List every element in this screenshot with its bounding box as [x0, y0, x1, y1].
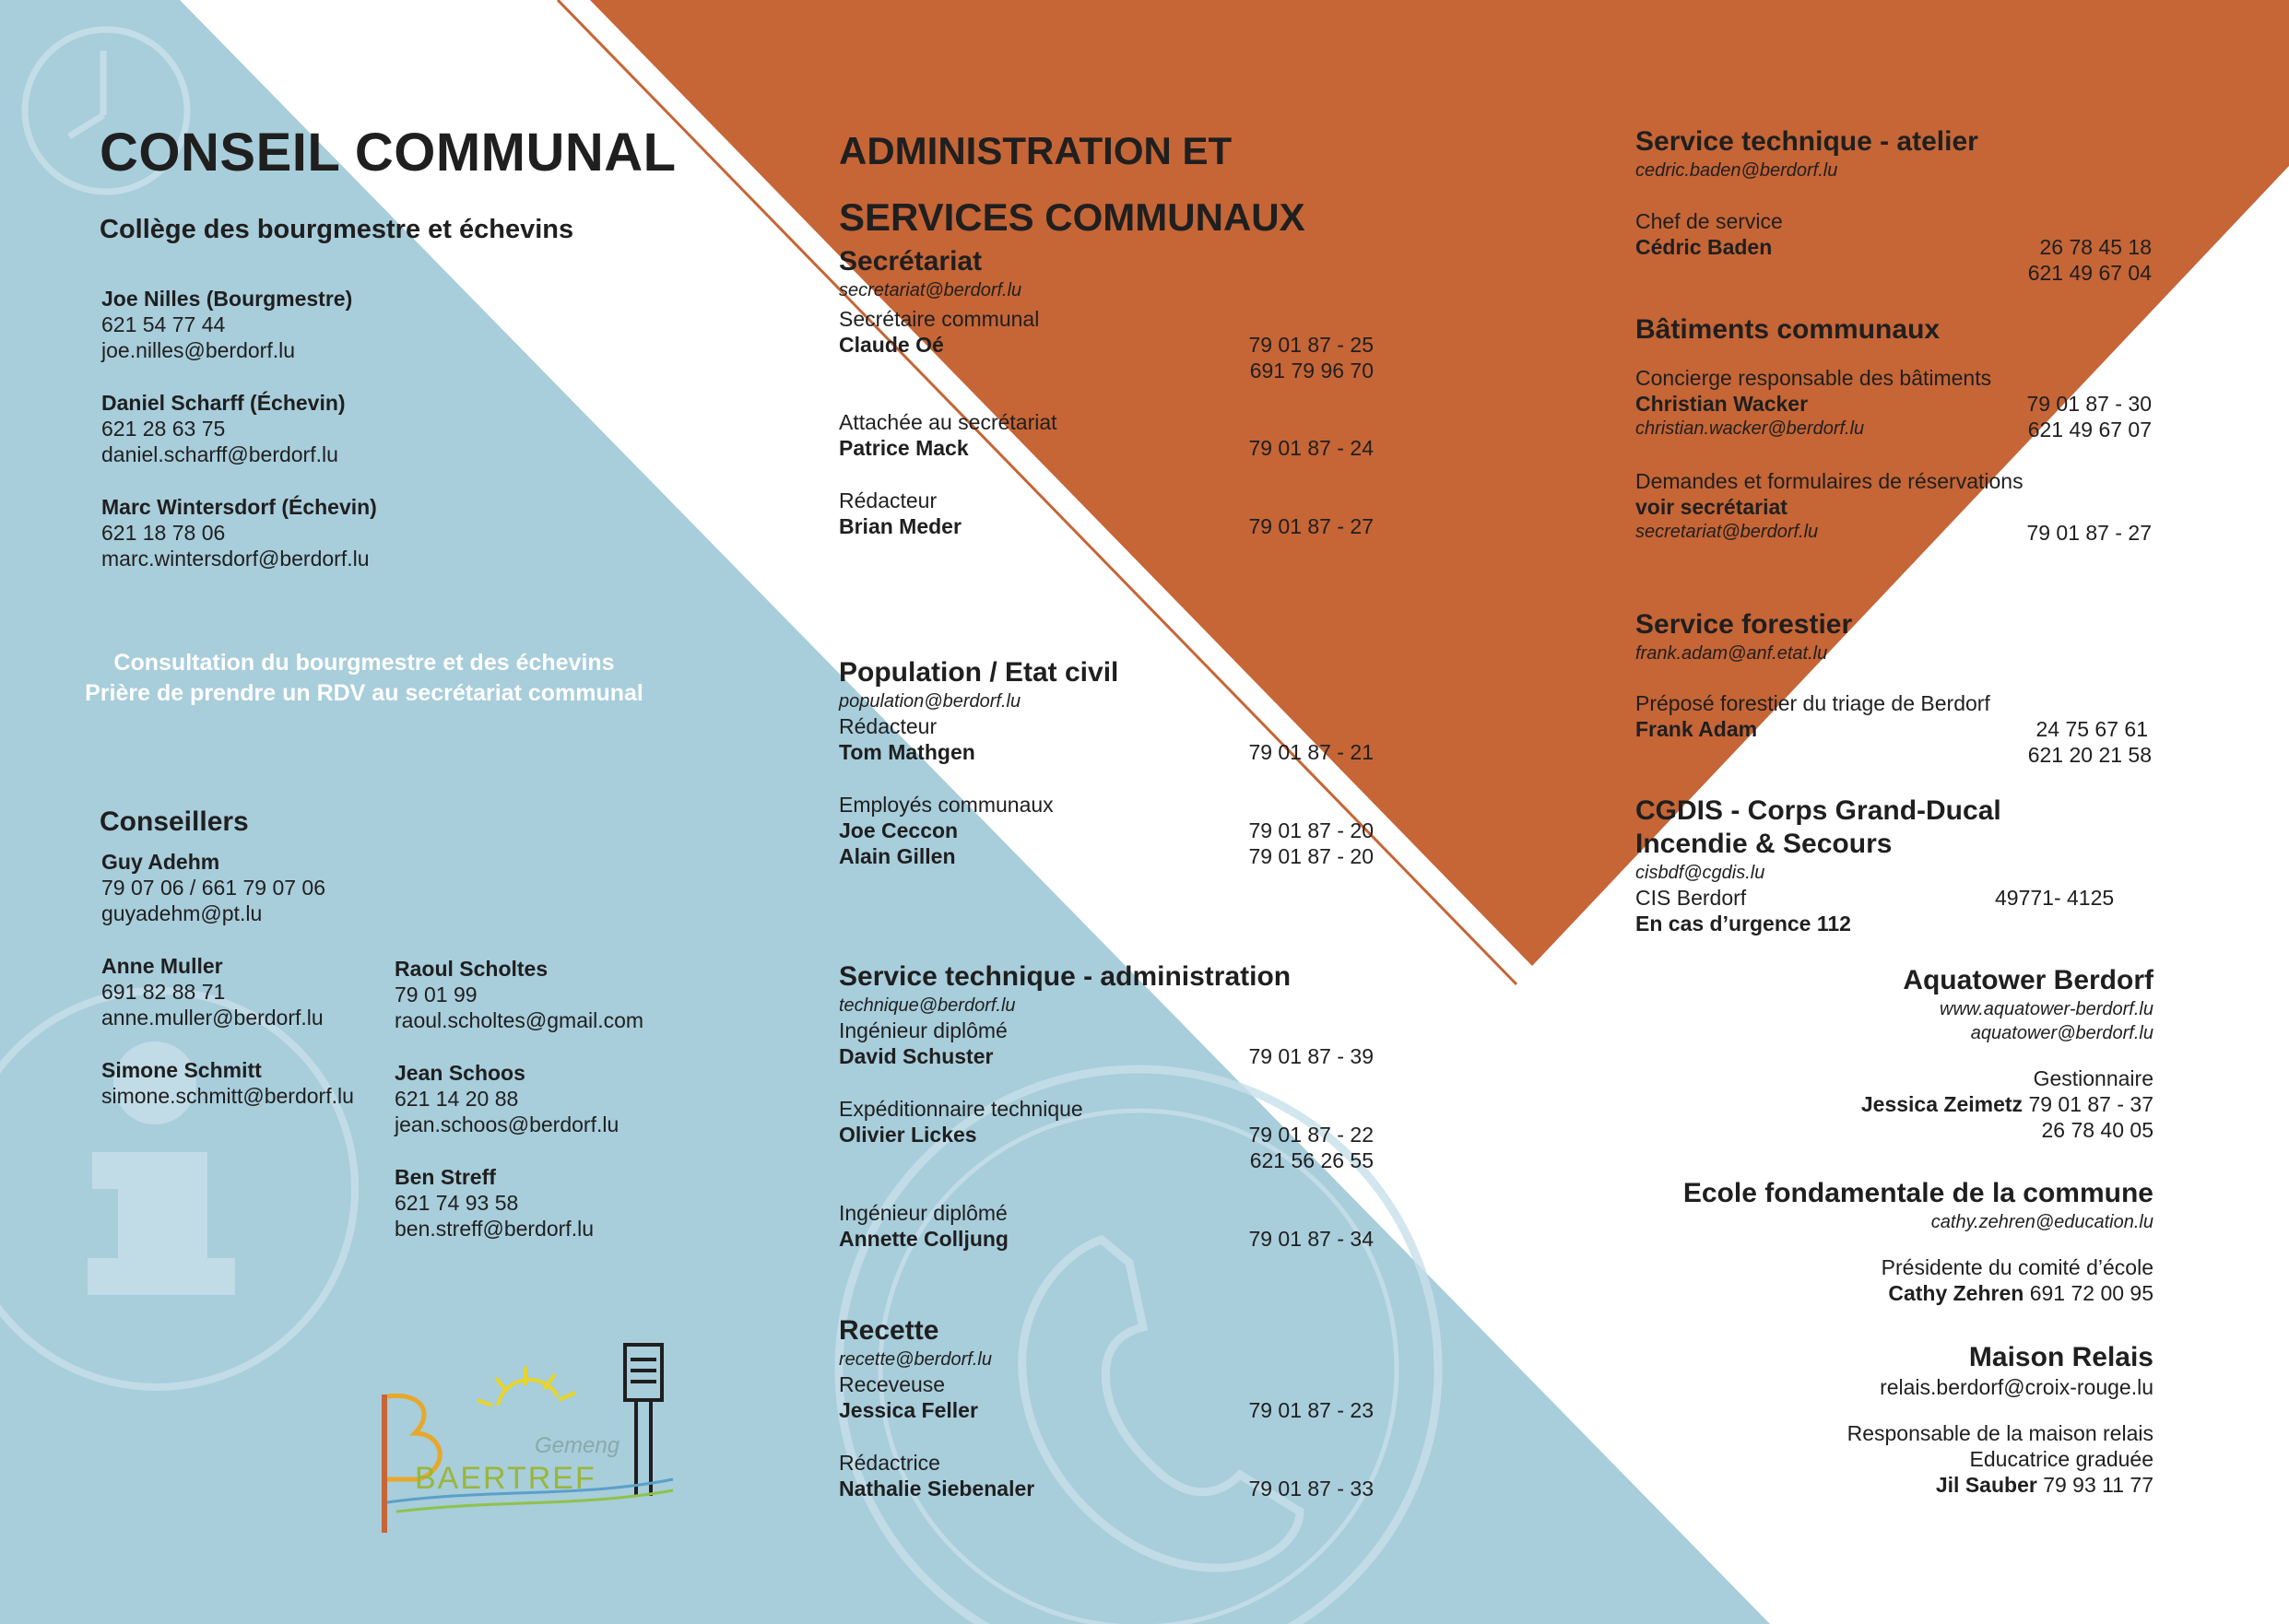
- person-name: Patrice Mack: [839, 436, 969, 460]
- section-title: Ecole fondamentale de la commune: [1682, 1178, 2153, 1208]
- person-name: Claude Oé: [839, 333, 944, 357]
- member-email[interactable]: joe.nilles@berdorf.lu: [101, 338, 296, 362]
- person-name: Cathy Zehren: [1888, 1281, 2024, 1305]
- person-name: Jessica Feller: [839, 1398, 978, 1422]
- phone-number: 621 49 67 07: [2027, 418, 2152, 441]
- phone-number: 79 01 87 - 27: [1248, 514, 1374, 538]
- section-batiments: [1635, 313, 2152, 546]
- role: Educatrice graduée: [1969, 1447, 2153, 1471]
- section-email[interactable]: technique@berdorf.lu: [839, 995, 1016, 1016]
- role: Rédacteur: [839, 488, 938, 512]
- section-secretariat: [839, 245, 1374, 539]
- section-title: Maison Relais: [1968, 1342, 2153, 1372]
- conseiller-email[interactable]: raoul.scholtes@gmail.com: [395, 1008, 644, 1032]
- section-email[interactable]: frank.adam@anf.etat.lu: [1635, 643, 1828, 664]
- consultation-line-1: Consultation du bourgmestre et des échevins: [113, 650, 615, 676]
- conseiller-email[interactable]: simone.schmitt@berdorf.lu: [101, 1084, 354, 1108]
- consultation-line-2: Prière de prendre un RDV au secrétariat communal: [85, 680, 643, 706]
- role: Présidente du comité d’école: [1881, 1255, 2153, 1279]
- section-email[interactable]: cedric.baden@berdorf.lu: [1635, 160, 1838, 181]
- member-block: [101, 494, 377, 571]
- person-name: Tom Mathgen: [839, 740, 975, 764]
- section-atelier: [1635, 125, 2152, 286]
- admin-title-line-1: ADMINISTRATION ET: [839, 129, 1233, 172]
- conseiller-block: [395, 956, 643, 1033]
- conseiller-block: [395, 1164, 594, 1242]
- phone-number: 26 78 40 05: [2041, 1118, 2153, 1142]
- admin-title-line-2: SERVICES COMMUNAUX: [839, 195, 1305, 239]
- role: Ingénieur diplômé: [839, 1201, 1008, 1225]
- section-title: Service technique - atelier: [1635, 126, 1978, 157]
- role: Receveuse: [839, 1372, 946, 1396]
- section-email[interactable]: recette@berdorf.lu: [839, 1349, 992, 1370]
- consultation-note: [14, 648, 714, 709]
- phone-number: 79 01 87 - 24: [1248, 436, 1374, 460]
- phone-number: 79 01 87 - 33: [1248, 1477, 1374, 1500]
- sun-icon: [478, 1367, 575, 1406]
- person-name: Annette Colljung: [839, 1227, 1009, 1251]
- phone-number: 79 01 87 - 27: [2026, 521, 2152, 545]
- section-relais: [1635, 1341, 2153, 1498]
- person-name: Nathalie Siebenaler: [839, 1477, 1035, 1500]
- section-title: Bâtiments communaux: [1635, 314, 1941, 345]
- section-cgdis: [1635, 794, 2152, 936]
- person-name: Frank Adam: [1635, 717, 1758, 741]
- conseiller-phone: 79 01 99: [395, 983, 478, 1006]
- section-email[interactable]: relais.berdorf@croix-rouge.lu: [1880, 1375, 2153, 1399]
- section-ecole: [1635, 1177, 2153, 1306]
- section-email[interactable]: aquatower@berdorf.lu: [1970, 1023, 2153, 1043]
- role: Concierge responsable des bâtiments: [1635, 366, 1992, 390]
- person-name: voir secrétariat: [1635, 495, 1788, 519]
- phone-number: 621 49 67 04: [2027, 261, 2152, 285]
- phone-number: 79 01 87 - 20: [1248, 844, 1374, 868]
- member-name: Marc Wintersdorf (Échevin): [101, 495, 377, 519]
- conseiller-phone: 621 74 93 58: [395, 1191, 519, 1215]
- conseiller-name: Anne Muller: [101, 954, 223, 978]
- conseiller-email[interactable]: anne.muller@berdorf.lu: [101, 1006, 324, 1030]
- conseiller-phone: 621 14 20 88: [395, 1087, 519, 1111]
- section-title: Population / Etat civil: [839, 657, 1119, 688]
- section-title: Aquatower Berdorf: [1903, 965, 2153, 995]
- role: Attachée au secrétariat: [839, 410, 1057, 434]
- section-title: Service technique - administration: [839, 961, 1292, 992]
- logo-text-big: BAERTREF: [415, 1461, 596, 1496]
- section-email[interactable]: cisbdf@cgdis.lu: [1635, 863, 1765, 883]
- section-website[interactable]: www.aquatower-berdorf.lu: [1940, 999, 2153, 1019]
- conseil-subtitle: Collège des bourgmestre et échevins: [100, 215, 574, 244]
- phone-number: 621 20 21 58: [2027, 743, 2152, 767]
- phone-number: 79 01 87 - 23: [1248, 1398, 1374, 1422]
- conseiller-block: [101, 849, 325, 926]
- conseiller-phone: 691 82 88 71: [101, 980, 226, 1004]
- conseiller-name: Simone Schmitt: [101, 1058, 262, 1082]
- person-name: Jil Sauber: [1935, 1473, 2037, 1497]
- role: Expéditionnaire technique: [839, 1097, 1083, 1121]
- section-title: Service forestier: [1635, 609, 1853, 640]
- person-name: Jessica Zeimetz: [1860, 1092, 2024, 1116]
- station-label: CIS Berdorf: [1635, 886, 1747, 910]
- conseil-title: CONSEIL COMMUNAL: [100, 123, 677, 182]
- phone-number: 79 01 87 - 37: [2028, 1092, 2153, 1116]
- section-population: [839, 656, 1374, 869]
- conseiller-name: Raoul Scholtes: [395, 957, 549, 981]
- person-email[interactable]: christian.wacker@berdorf.lu: [1635, 418, 1865, 439]
- conseillers-title: Conseillers: [100, 806, 249, 837]
- emergency-number: En cas d’urgence 112: [1635, 912, 1851, 936]
- phone-number: 79 01 87 - 22: [1248, 1123, 1374, 1147]
- member-phone: 621 54 77 44: [101, 312, 226, 336]
- conseiller-phone: 79 07 06 / 661 79 07 06: [101, 876, 325, 900]
- person-name: Christian Wacker: [1635, 392, 1809, 416]
- phone-number: 79 93 11 77: [2043, 1473, 2153, 1497]
- conseiller-email[interactable]: guyadehm@pt.lu: [101, 901, 263, 925]
- phone-number: 621 56 26 55: [1249, 1148, 1374, 1172]
- role: Rédacteur: [839, 714, 938, 738]
- person-name: Cédric Baden: [1635, 235, 1773, 259]
- phone-number: 49771- 4125: [1995, 886, 2115, 910]
- role: Employés communaux: [839, 793, 1054, 817]
- person-name: David Schuster: [839, 1044, 994, 1068]
- section-title: Secrétariat: [839, 246, 983, 277]
- conseiller-block: [101, 953, 324, 1030]
- role: Préposé forestier du triage de Berdorf: [1635, 691, 1990, 715]
- role: Chef de service: [1635, 209, 1783, 233]
- role: Responsable de la maison relais: [1847, 1421, 2153, 1445]
- phone-number: 691 79 96 70: [1249, 359, 1374, 382]
- conseiller-name: Guy Adehm: [101, 850, 220, 874]
- conseiller-name: Jean Schoos: [395, 1061, 525, 1085]
- member-email[interactable]: marc.wintersdorf@berdorf.lu: [101, 547, 370, 571]
- phone-number: 24 75 67 61: [2035, 717, 2148, 741]
- member-email[interactable]: daniel.scharff@berdorf.lu: [101, 442, 338, 466]
- conseiller-block: [395, 1060, 619, 1137]
- section-recette: [839, 1314, 1374, 1501]
- phone-number: 79 01 87 - 39: [1248, 1044, 1374, 1068]
- section-email[interactable]: secretariat@berdorf.lu: [839, 280, 1022, 300]
- section-aquatower: [1635, 964, 2153, 1143]
- tower-icon: [625, 1345, 662, 1496]
- section-title-line-2: Incendie & Secours: [1635, 829, 1893, 859]
- role: Gestionnaire: [2033, 1066, 2153, 1090]
- phone-number: 79 01 87 - 25: [1248, 333, 1374, 357]
- member-phone: 621 18 78 06: [101, 521, 226, 545]
- section-forestier: [1635, 608, 2152, 768]
- person-email[interactable]: secretariat@berdorf.lu: [1635, 522, 1819, 542]
- phone-number: 79 01 87 - 30: [2026, 392, 2152, 416]
- member-block: [101, 286, 352, 363]
- person-name: Alain Gillen: [839, 844, 956, 868]
- member-name: Daniel Scharff (Échevin): [101, 391, 346, 415]
- phone-number: 79 01 87 - 34: [1248, 1227, 1374, 1251]
- phone-number: 79 01 87 - 21: [1248, 740, 1374, 764]
- phone-number: 691 72 00 95: [2029, 1281, 2153, 1305]
- logo-bar: [382, 1395, 387, 1533]
- role: Rédactrice: [839, 1451, 940, 1475]
- phone-number: 79 01 87 - 20: [1248, 818, 1374, 842]
- role: Ingénieur diplômé: [839, 1018, 1008, 1042]
- section-title-line-1: CGDIS - Corps Grand-Ducal: [1635, 795, 2001, 826]
- member-block: [101, 390, 346, 467]
- role: Secrétaire communal: [839, 307, 1040, 331]
- conseiller-block: [101, 1057, 354, 1109]
- section-title: Recette: [839, 1315, 939, 1346]
- conseiller-email[interactable]: jean.schoos@berdorf.lu: [395, 1112, 619, 1136]
- section-email[interactable]: cathy.zehren@education.lu: [1930, 1212, 2153, 1232]
- member-phone: 621 28 63 75: [101, 417, 226, 441]
- logo-text-small: Gemeng: [535, 1433, 620, 1458]
- person-name: Brian Meder: [839, 514, 962, 538]
- conseiller-name: Ben Streff: [395, 1165, 496, 1189]
- member-name: Joe Nilles (Bourgmestre): [101, 287, 353, 311]
- person-name: Joe Ceccon: [839, 818, 959, 842]
- person-name: Olivier Lickes: [839, 1123, 977, 1147]
- phone-number: 26 78 45 18: [2039, 235, 2152, 259]
- section-email[interactable]: population@berdorf.lu: [839, 691, 1021, 712]
- conseiller-email[interactable]: ben.streff@berdorf.lu: [395, 1217, 594, 1241]
- commune-logo: [378, 1341, 682, 1535]
- section-technique: [839, 960, 1374, 1252]
- role: Demandes et formulaires de réservations: [1635, 469, 2024, 493]
- admin-title: [839, 118, 1305, 251]
- logo-graphic: [378, 1341, 682, 1535]
